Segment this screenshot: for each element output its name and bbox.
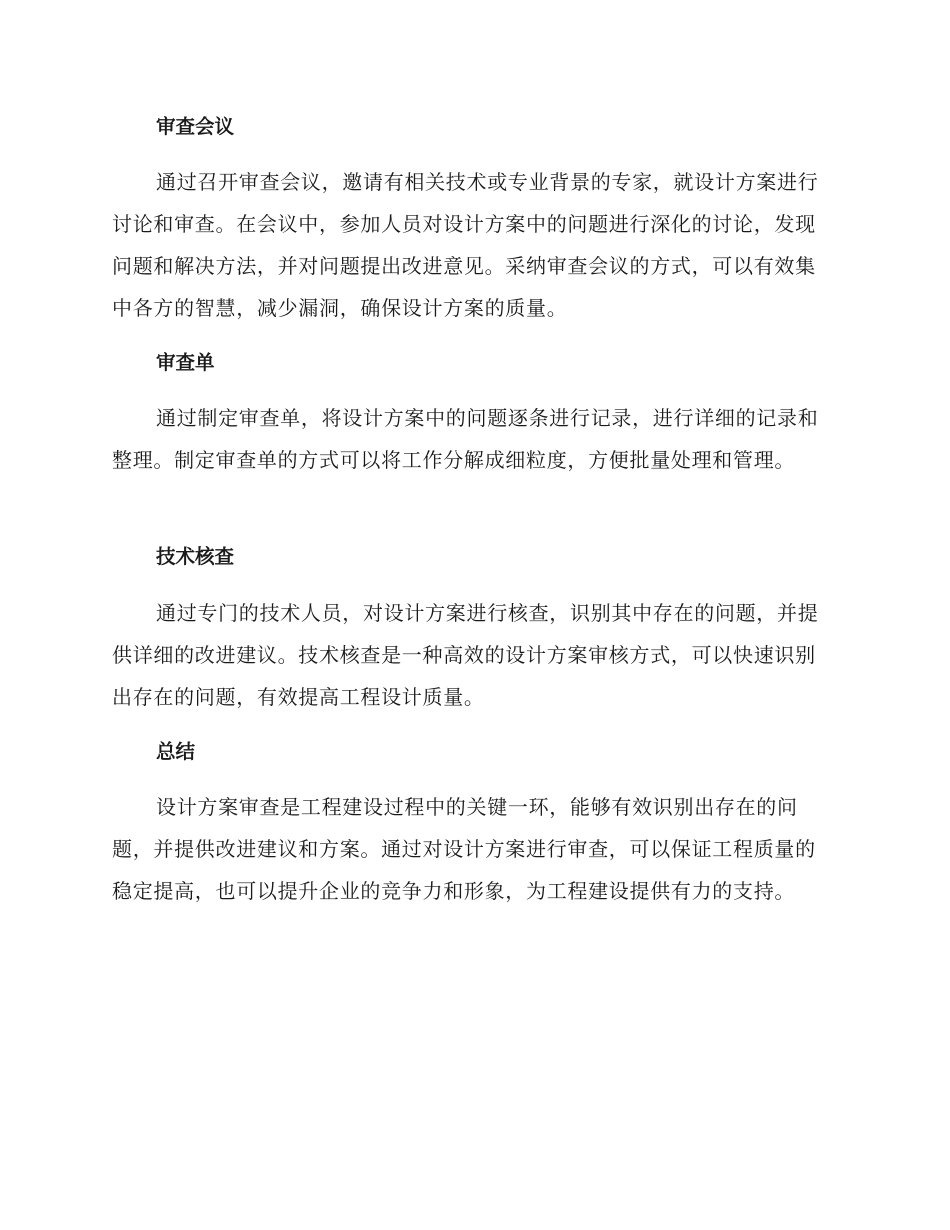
section-heading-summary: 总结 [156,740,196,763]
section-body-review-meeting: 通过召开审查会议，邀请有相关技术或专业背景的专家，就设计方案进行讨论和审查。在会议中，参加人员对设计方案中的问题进行深化的讨论，发现问题和解决方法，并对问题提出改进意见。采纳审查会议的方式，可以有效集中各方的智慧，减少漏洞，确保设计方案的质量。 [112,170,819,320]
section-heading-review-meeting: 审查会议 [156,115,235,138]
section-heading-technical-check: 技术核查 [156,545,235,568]
section-body-summary: 设计方案审查是工程建设过程中的关键一环，能够有效识别出存在的问题，并提供改进建议和方案。通过对设计方案进行审查，可以保证工程质量的稳定提高，也可以提升企业的竞争力和形象，为工程建设提供有力的支持。 [112,795,816,903]
section-body-technical-check: 通过专门的技术人员，对设计方案进行核查，识别其中存在的问题，并提供详细的改进建议。技术核查是一种高效的设计方案审核方式，可以快速识别出存在的问题，有效提高工程设计质量。 [112,601,819,709]
section-heading-review-sheet: 审查单 [156,351,215,374]
section-body-review-sheet: 通过制定审查单，将设计方案中的问题逐条进行记录，进行详细的记录和整理。制定审查单的方式可以将工作分解成细粒度，方便批量处理和管理。 [112,406,819,472]
